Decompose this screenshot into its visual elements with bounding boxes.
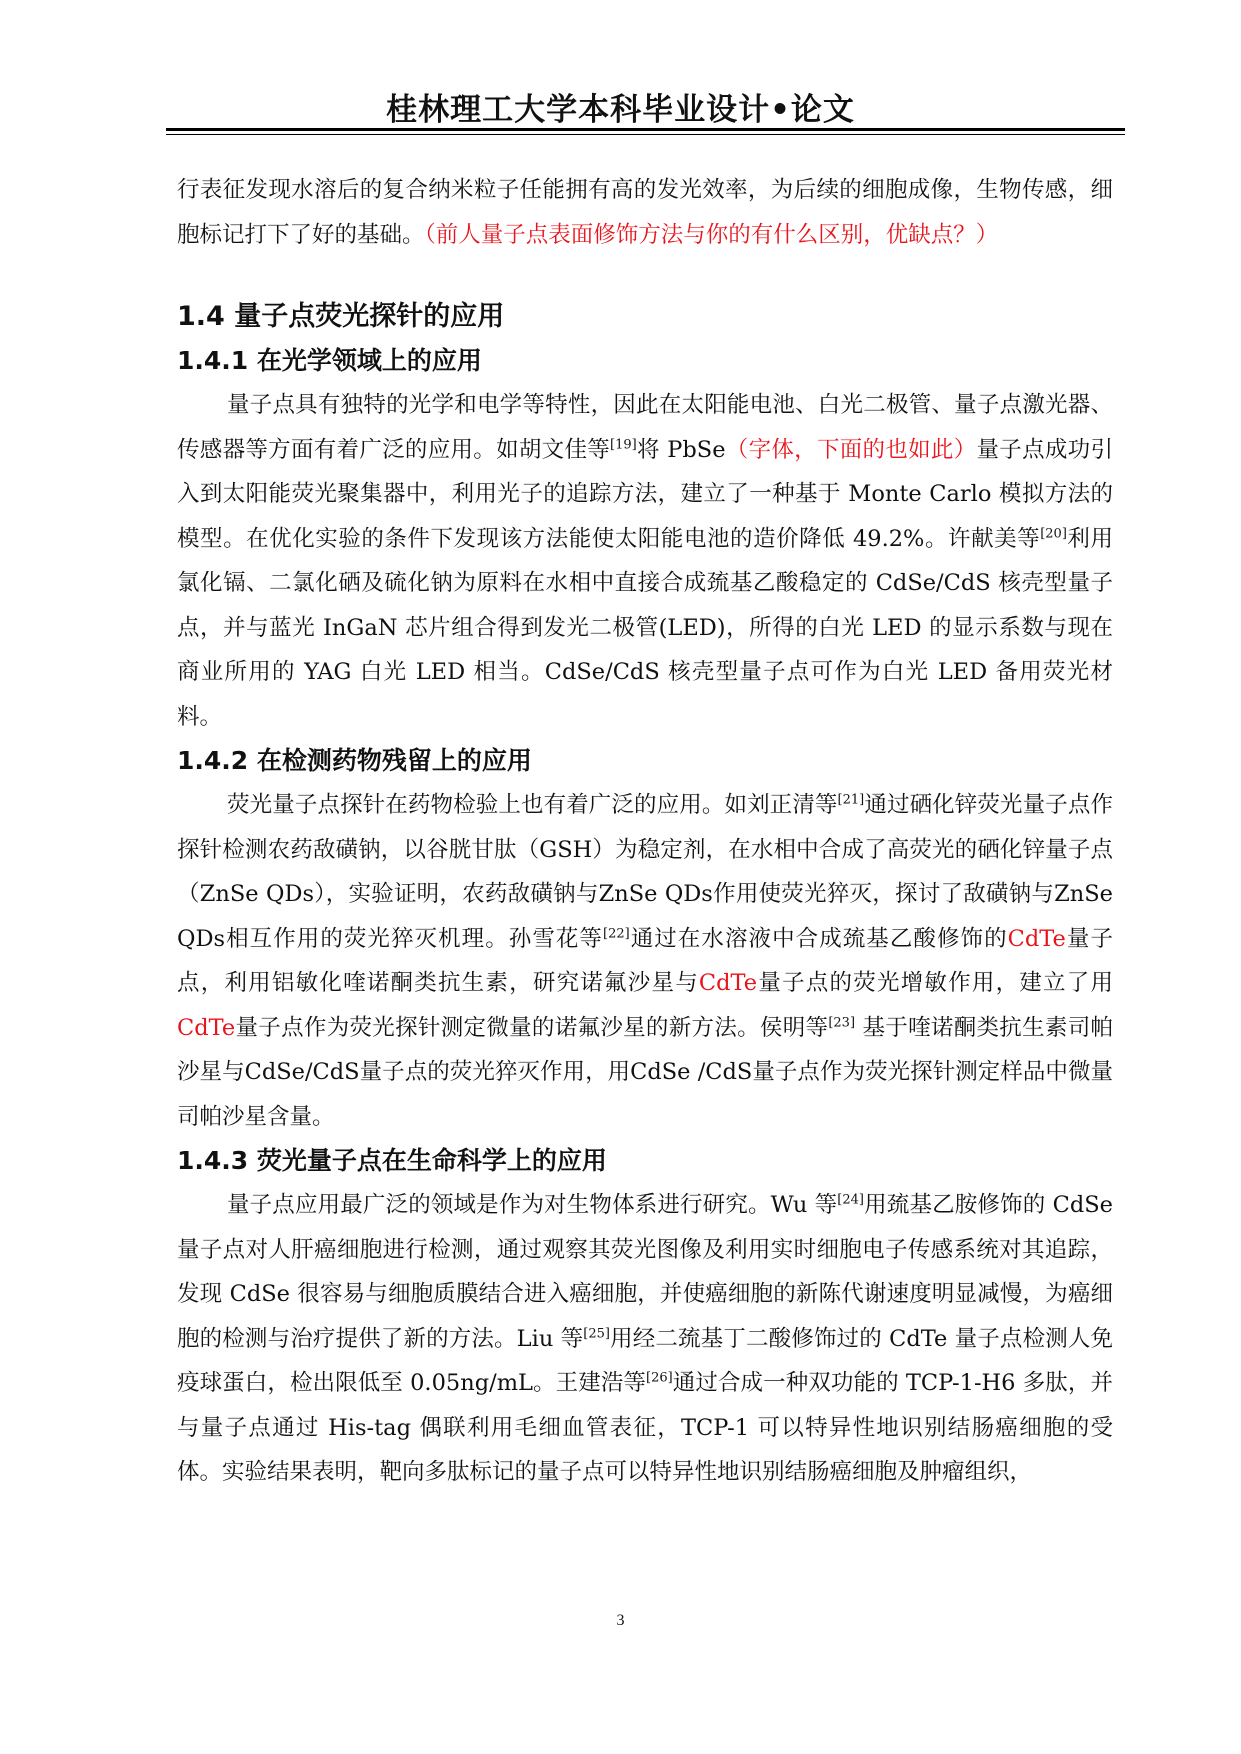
intro-text: 行表征发现水溶后的复合纳米粒子任能拥有高的发光效率，为后续的细胞成像，生物传感，细胞标记打下了好的基础。 xyxy=(177,177,1113,248)
page-header-title: 桂林理工大学本科毕业设计•论文 xyxy=(386,92,855,128)
section-heading-1-4: 1.4 量子点荧光探针的应用 xyxy=(177,301,505,332)
text-run: 通过硒化锌荧光量子点作探针检测农药敌磺钠，以谷胱甘肽（GSH）为稳定剂，在水相中合成了高荧光的硒化锌量子点（ZnSe QDs），实验证明，农药敌磺钠与ZnSe QDs作用使荧光猝灭，探讨了敌磺钠与ZnSe QDs相互作用的荧光猝灭机理。孙雪花等 xyxy=(177,792,1113,952)
text-run: 利用氯化镉、二氯化硒及硫化钠为原料在水相中直接合成巯基乙酸稳定的 CdSe/CdS 核壳型量子点，并与蓝光 InGaN 芯片组合得到发光二极管(LED)，所得的白光 LED 的显示系数与现在商业所用的 YAG 白光 LED 相当。CdSe/CdS 核壳型量子点可作为白光 LED 备用荧光材料。 xyxy=(177,525,1113,730)
text-run: 量子点的荧光增敏作用，建立了用 xyxy=(757,970,1113,996)
review-comment: （前人量子点表面修饰方法与你的有什么区别，优缺点？） xyxy=(424,221,999,248)
citation-ref[interactable]: [20] xyxy=(1040,526,1067,541)
intro-paragraph xyxy=(177,168,1113,257)
citation-ref[interactable]: [19] xyxy=(610,437,637,452)
header-rule-thin xyxy=(166,134,1125,135)
citation-ref[interactable]: [25] xyxy=(583,1326,610,1341)
text-run: 量子点具有独特的光学和电学等特性，因此在太阳能电池、白光二极管、量子点激光器、传感器等方面有着广泛的应用。如胡文佳等 xyxy=(177,392,1113,463)
text-run: 通过在水溶液中合成巯基乙酸修饰的 xyxy=(629,925,1008,952)
text-run: 量子点应用最广泛的领域是作为对生物体系进行研究。Wu 等 xyxy=(227,1192,838,1218)
paragraph-1-4-1 xyxy=(177,383,1113,739)
paragraph-1-4-2 xyxy=(177,783,1113,1139)
highlighted-term: CdTe xyxy=(698,970,758,996)
text-run: 将 PbSe xyxy=(636,436,726,463)
highlighted-term: CdTe xyxy=(177,1014,236,1041)
section-heading-1-4-3: 1.4.3 荧光量子点在生命科学上的应用 xyxy=(177,1146,607,1175)
text-run: 量子点，利用铝敏化喹诺酮类抗生素，研究诺氟沙星与 xyxy=(177,925,1113,996)
text-run: 量子点成功引入到太阳能荧光聚集器中，利用光子的追踪方法，建立了一种基于 Monte Carlo 模拟方法的模型。在优化实验的条件下发现该方法能使太阳能电池的造价降低 49.2%。许献美等 xyxy=(177,436,1113,552)
document-body xyxy=(177,168,1113,1495)
citation-ref[interactable]: [24] xyxy=(837,1192,864,1208)
citation-ref[interactable]: [21] xyxy=(837,792,865,808)
header-rule-thick xyxy=(166,128,1125,131)
text-run: 用巯基乙胺修饰的 CdSe 量子点对人肝癌细胞进行检测，通过观察其荧光图像及利用实时细胞电子传感系统对其追踪，发现 CdSe 很容易与细胞质膜结合进入癌细胞，并使癌细胞的新陈代谢速度明显减慢，为癌细胞的检测与治疗提供了新的方法。Liu 等 xyxy=(177,1192,1113,1352)
citation-ref[interactable]: [22] xyxy=(603,926,630,941)
text-run: 通过合成一种双功能的 TCP-1-H6 多肽，并与量子点通过 His-tag 偶联利用毛细血管表征，TCP-1 可以特异性地识别结肠癌细胞的受体。实验结果表明，靶向多肽标记的量子点可以特异性地识别结肠癌细胞及肿瘤组织， xyxy=(177,1370,1113,1485)
spacer xyxy=(177,257,1113,295)
paragraph-1-4-3 xyxy=(177,1183,1113,1495)
section-heading-1-4-1: 1.4.1 在光学领域上的应用 xyxy=(177,346,482,375)
text-run: 基于喹诺酮类抗生素司帕沙星与CdSe/CdS量子点的荧光猝灭作用，用CdSe /CdS量子点作为荧光探针测定样品中微量司帕沙星含量。 xyxy=(177,1014,1113,1130)
section-heading-1-4-2: 1.4.2 在检测药物残留上的应用 xyxy=(177,746,532,775)
text-run: 用经二巯基丁二酸修饰过的 CdTe 量子点检测人免疫球蛋白，检出限低至 0.05ng/mL。王建浩等 xyxy=(177,1325,1114,1396)
text-run: 荧光量子点探针在药物检验上也有着广泛的应用。如刘正清等 xyxy=(227,792,838,818)
review-comment: （字体，下面的也如此） xyxy=(725,436,977,463)
citation-ref[interactable]: [23] xyxy=(828,1015,856,1030)
highlighted-term: CdTe xyxy=(1007,925,1066,952)
citation-ref[interactable]: [26] xyxy=(646,1370,673,1386)
text-run: 量子点作为荧光探针测定微量的诺氟沙星的新方法。侯明等 xyxy=(235,1014,829,1041)
page-number: 3 xyxy=(616,1612,625,1629)
